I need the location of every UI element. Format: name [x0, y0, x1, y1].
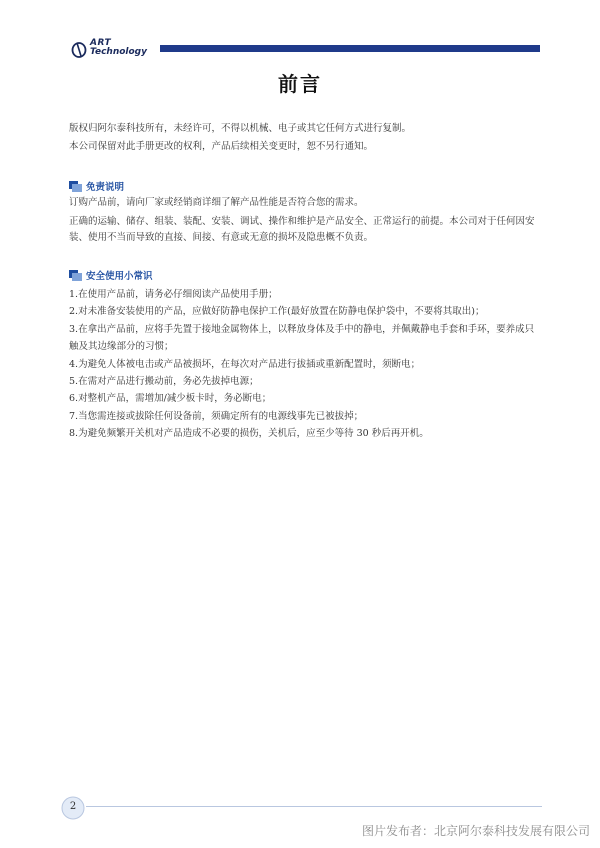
folder-icon	[69, 270, 82, 281]
publisher-watermark: 图片发布者：北京阿尔泰科技发展有限公司	[361, 824, 590, 838]
copyright-line-1: 版权归阿尔泰科技所有，未经许可，不得以机械、电子或其它任何方式进行复制。	[69, 123, 412, 134]
list-item: 4.为避免人体被电击或产品被损坏，在每次对产品进行拔插或重新配置时，须断电；	[69, 358, 421, 370]
page-title: 前言	[278, 72, 322, 96]
page-header	[0, 0, 600, 70]
copyright-line-2: 本公司保留对此手册更改的权利，产品后续相关变更时，恕不另行通知。	[69, 141, 374, 152]
list-item: 1.在使用产品前，请务必仔细阅读产品使用手册；	[69, 289, 278, 300]
header-rule	[160, 45, 540, 52]
disclaimer-paragraph-1: 订购产品前，请向厂家或经销商详细了解产品性能是否符合您的需求。	[69, 197, 364, 208]
disclaimer-heading	[69, 179, 124, 193]
footer-rule	[86, 806, 542, 807]
list-item: 8.为避免频繁开关机对产品造成不必要的损伤，关机后，应至少等待 30 秒后再开机。	[69, 428, 429, 440]
logo-text-art: ART	[90, 38, 112, 48]
art-logo-icon	[70, 40, 88, 58]
folder-icon	[69, 181, 82, 192]
safety-list	[69, 286, 539, 443]
safety-heading	[69, 268, 153, 282]
safety-title: 安全使用小常识	[86, 271, 153, 282]
list-item: 5.在需对产品进行搬动前，务必先拔掉电源；	[69, 376, 259, 388]
disclaimer-paragraph-2: 正确的运输、储存、组装、装配、安装、调试、操作和维护是产品安全、正常运行的前提。本公司对于任何因安装、使用不当而导致的直接、间接、有意或无意的损坏及隐患概不负责。	[69, 216, 535, 243]
list-item: 2.对未准备安装使用的产品，应做好防静电保护工作(最好放置在防静电保护袋中，不要将其取出)；	[69, 306, 485, 318]
list-item: 6.对整机产品，需增加/减少板卡时，务必断电；	[69, 393, 272, 405]
list-item: 3.在拿出产品前，应将手先置于接地金属物体上，以释放身体及手中的静电，并佩戴静电手套和手环，要养成只触及其边缘部分的习惯；	[69, 323, 535, 353]
company-logo	[70, 38, 160, 60]
disclaimer-title: 免责说明	[86, 182, 125, 193]
list-item: 7.当您需连接或拔除任何设备前，须确定所有的电源线事先已被拔掉；	[69, 410, 364, 422]
logo-text-technology: Technology	[90, 47, 147, 57]
page-number: 2	[69, 801, 77, 812]
page-footer	[0, 780, 600, 848]
